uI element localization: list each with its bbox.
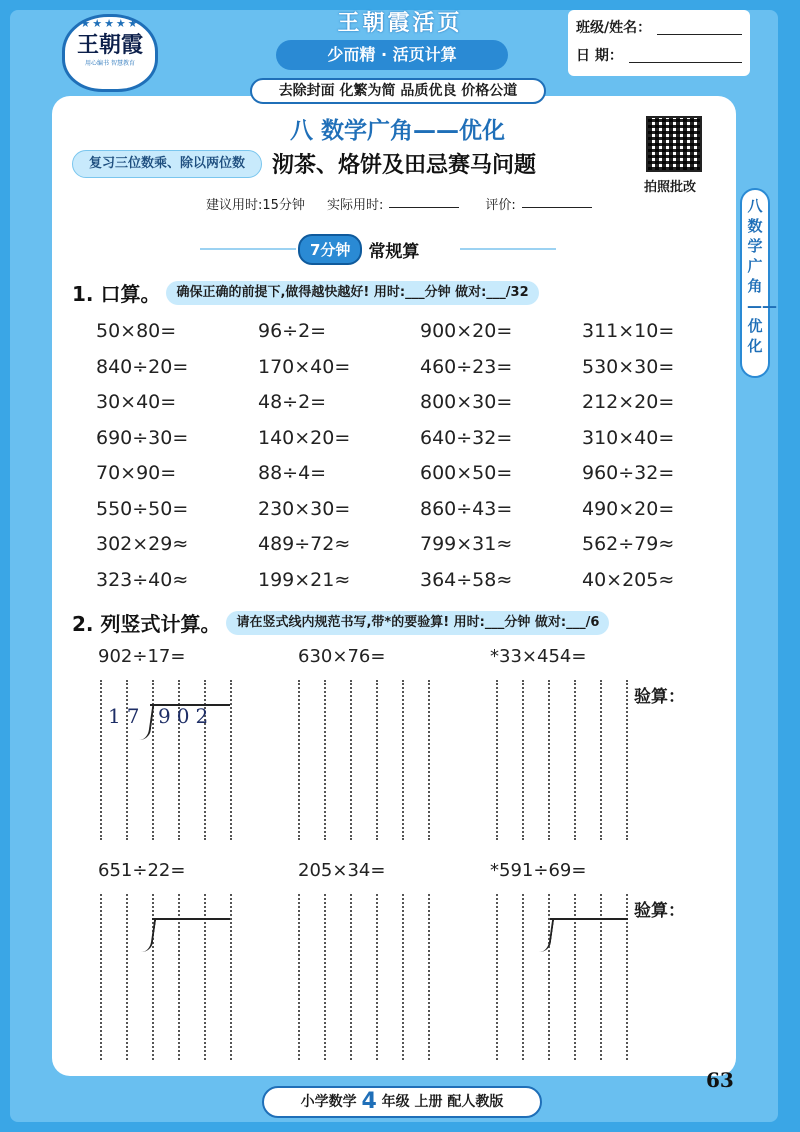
column-guide [522,894,524,1060]
column-guide [298,894,300,1060]
check-label: 验算： [634,901,685,921]
check-label: 验算： [634,687,685,707]
column-guide [100,680,102,840]
logo-small-text: 用心编书 智慧教育 [85,60,135,67]
vertical-problem: 651÷22= [98,860,186,881]
page-number: 63 [706,1068,734,1092]
student-info-box [568,10,750,76]
column-guide [496,680,498,840]
oral-problem[interactable]: 490×20= [582,497,675,520]
oral-problem[interactable]: 311×10= [582,320,675,342]
class-name-label: 班级/姓名： [576,20,652,36]
side-tab-text: 八 数学广角——优化 [747,197,777,355]
column-guide [230,680,232,840]
review-tag: 复习三位数乘、除以两位数 [72,150,262,178]
side-chapter-tab [740,188,777,378]
vertical-problem: 630×76= [298,646,386,667]
handwritten-divisor: 17 [108,704,146,728]
actual-time-field[interactable] [389,194,459,208]
footer-grade-suffix: 年级 上册 配人教版 [381,1094,504,1110]
qr-label: 拍照批改 [644,180,697,195]
vertical-problem: 205×34= [298,860,386,881]
oral-problem[interactable]: 199×21≈ [258,568,351,591]
badge-rule-right [460,248,556,250]
date-label: 日 期： [576,48,623,64]
rating-label: 评价: [485,198,516,213]
qr-code-icon[interactable] [646,116,702,172]
column-guide [522,680,524,840]
oral-problem[interactable]: 640÷32= [420,426,513,449]
unit-title: 八 数学广角——优化 [290,118,506,144]
column-guide [298,680,300,840]
oral-problem[interactable]: 800×30= [420,391,513,413]
oral-problem[interactable]: 70×90= [96,462,177,484]
column-guide [376,680,378,840]
column-guide [350,894,352,1060]
column-guide [230,894,232,1060]
column-guide [126,894,128,1060]
section-badge [298,234,419,264]
column-guide [428,680,430,840]
oral-problem[interactable]: 489÷72≈ [258,533,351,555]
footer-subject: 小学数学 [300,1094,357,1110]
handwritten-dividend: 902 [158,704,215,728]
column-guide [574,680,576,840]
time-row [206,194,592,213]
brand-title: 王朝霞活页 [337,11,463,36]
badge-label: 常规算 [368,241,420,262]
brand-logo [62,14,158,92]
actual-time-label: 实际用时: [326,198,384,213]
rating-field[interactable] [522,194,592,208]
vertical-heading: 2. 列竖式计算。 [72,612,221,636]
column-guide [324,680,326,840]
oral-problem[interactable]: 310×40= [582,426,675,449]
column-guide [324,894,326,1060]
vertical-section-header [72,608,609,637]
crown-icon: ★★★★★ [80,17,140,30]
column-guide [402,680,404,840]
division-bar [152,918,230,958]
oral-problem[interactable]: 88÷4= [258,462,327,484]
badge-time: 7分钟 [298,234,362,265]
badge-rule-left [200,248,296,250]
division-bar [550,918,628,958]
oral-problem[interactable]: 302×29≈ [96,533,189,555]
oral-problem[interactable]: 460÷23= [420,355,513,378]
suggest-time: 建议用时:15分钟 [206,198,305,213]
oral-problem[interactable]: 40×205≈ [582,568,675,591]
class-name-field[interactable] [657,14,742,35]
oral-problem[interactable]: 212×20= [582,391,675,413]
oral-problem[interactable]: 860÷43= [420,497,513,520]
oral-problem-grid [96,314,696,598]
slogan-bar: 去除封面 化繁为简 品质优良 价格公道 [250,78,546,104]
date-field[interactable] [629,42,742,63]
oral-problem[interactable]: 562÷79≈ [582,533,675,555]
brand-subtitle: 少而精 · 活页计算 [276,40,508,70]
column-guide [600,680,602,840]
column-guide [402,894,404,1060]
vertical-problem: *591÷69= [490,860,587,881]
oral-problem[interactable]: 140×20= [258,426,351,449]
oral-problem[interactable]: 799×31≈ [420,533,513,555]
oral-problem[interactable]: 230×30= [258,497,351,520]
oral-problem[interactable]: 30×40= [96,391,177,413]
oral-problem[interactable]: 900×20= [420,320,513,342]
column-guide [376,894,378,1060]
oral-problem[interactable]: 48÷2= [258,391,327,413]
footer-bar [262,1086,542,1118]
logo-text: 王朝霞 [76,32,143,58]
column-guide [100,894,102,1060]
oral-problem[interactable]: 323÷40≈ [96,568,189,591]
oral-tip: 确保正确的前提下,做得越快越好! 用时:___分钟 做对:___/32 [166,281,538,305]
footer-grade-number: 4 [361,1089,377,1114]
column-guide [350,680,352,840]
lesson-title: 沏茶、烙饼及田忌赛马问题 [272,153,537,178]
vertical-tip: 请在竖式线内规范书写,带*的要验算! 用时:___分钟 做对:___/6 [226,611,609,635]
oral-problem[interactable]: 530×30= [582,355,675,378]
oral-problem[interactable]: 364÷58≈ [420,568,513,591]
oral-section-header [72,278,539,307]
oral-problem[interactable]: 960÷32= [582,462,675,484]
oral-problem[interactable]: 96÷2= [258,320,327,342]
vertical-problem: *33×454= [490,646,587,667]
oral-problem[interactable]: 840÷20= [96,355,189,378]
oral-problem[interactable]: 50×80= [96,320,177,342]
oral-problem[interactable]: 550÷50= [96,497,189,520]
oral-heading: 1. 口算。 [72,282,161,306]
column-guide [548,680,550,840]
column-guide [428,894,430,1060]
oral-problem[interactable]: 600×50= [420,462,513,484]
vertical-problem: 902÷17= [98,646,186,667]
oral-problem[interactable]: 170×40= [258,355,351,378]
column-guide [496,894,498,1060]
column-guide [626,680,628,840]
oral-problem[interactable]: 690÷30= [96,426,189,449]
